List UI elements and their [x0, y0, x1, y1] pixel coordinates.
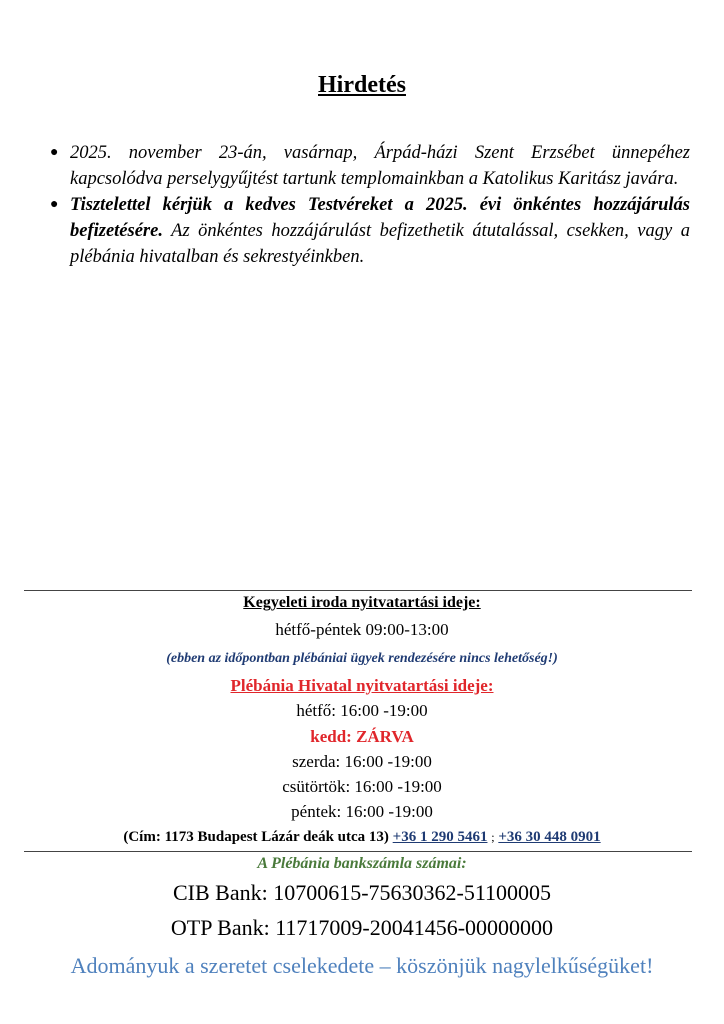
bank-account-otp: OTP Bank: 11717009-20041456-00000000: [170, 915, 554, 940]
office-hours: hétfő-péntek 09:00-13:00: [275, 620, 449, 639]
parish-hours-wednesday: szerda: 16:00 -19:00: [292, 752, 432, 771]
announcement-text: Az önkéntes hozzájárulást befizethetik átutalással, csekken, vagy a plébánia hivatalban és sekrestyéinkben.: [70, 221, 690, 267]
parish-hours-thursday: csütörtök: 16:00 -19:00: [282, 777, 442, 796]
parish-hours-monday: hétfő: 16:00 -19:00: [296, 701, 428, 720]
bullet-icon: ●: [50, 197, 59, 212]
announcement-list: [48, 140, 690, 270]
announcement-text: 2025. november 23-án, vasárnap, Árpád-házi Szent Erzsébet ünnepéhez kapcsolódva perselygyűjtést tartunk templomainkban a Katolikus Karitász javára.: [70, 143, 690, 189]
phone-link-2[interactable]: +36 30 448 0901: [498, 829, 601, 845]
office-note: (ebben az időpontban plébániai ügyek rendezésére nincs lehetőség!): [166, 651, 558, 666]
parish-hours-heading: Plébánia Hivatal nyitvatartási ideje:: [230, 676, 494, 695]
parish-hours-tuesday: kedd: ZÁRVA: [310, 727, 414, 746]
bank-heading: A Plébánia bankszámla számai:: [257, 855, 467, 872]
address-line: [0, 829, 724, 846]
divider: [24, 590, 692, 591]
address-text: (Cím: 1173 Budapest Lázár deák utca 13): [123, 829, 389, 845]
bullet-icon: ●: [50, 145, 59, 160]
parish-hours-friday: péntek: 16:00 -19:00: [291, 802, 433, 821]
phone-separator: ;: [491, 830, 495, 844]
page-title: Hirdetés: [318, 72, 406, 98]
announcement-item: [48, 140, 690, 192]
announcement-bold-text: Tisztelettel kérjük a kedves Testvéreket a 2025. évi önkéntes hozzájárulás befizetésére.: [70, 195, 690, 241]
divider: [24, 851, 692, 852]
phone-link-1[interactable]: +36 1 290 5461: [392, 829, 488, 845]
bank-account-cib: CIB Bank: 10700615-75630362-51100005: [172, 880, 552, 905]
office-hours-heading: Kegyeleti iroda nyitvatartási ideje:: [243, 594, 481, 611]
thanks-message: Adományuk a szeretet cselekedete – köszönjük nagylelkűségüket!: [70, 953, 654, 978]
announcement-item: [48, 192, 690, 270]
